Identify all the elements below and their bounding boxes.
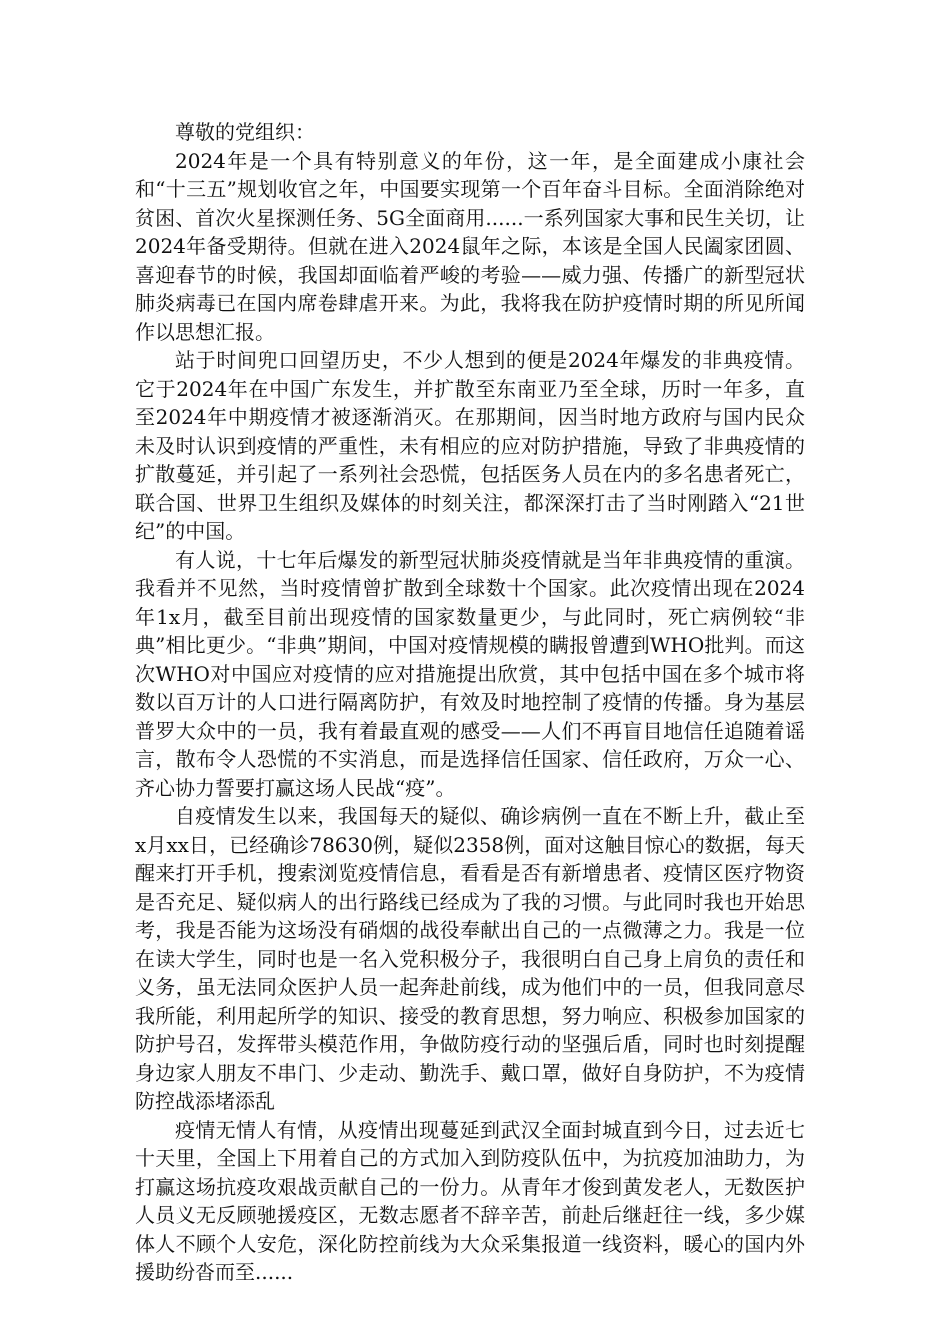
paragraph-3: 有人说，十七年后爆发的新型冠状肺炎疫情就是当年非典疫情的重演。我看并不见然，当时疫情曾扩散到全球数十个国家。此次疫情出现在2024年1x月，截至目前出现疫情的国家数量更少，与此同时，死亡病例较“非典”相比更少。“非典”期间，中国对疫情规模的瞒报曾遭到WHO批判。而这次WHO对中国应对疫情的应对措施提出欣赏，其中包括中国在多个城市将数以百万计的人口进行隔离防护，有效及时地控制了疫情的传播。身为基层普罗大众中的一员，我有着最直观的感受——人们不再盲目地信任追随着谣言，散布令人恐慌的不实消息，而是选择信任国家、信任政府，万众一心、齐心协力誓要打赢这场人民战“疫”。 bbox=[135, 547, 805, 800]
document-body bbox=[135, 118, 805, 1287]
paragraph-1: 2024年是一个具有特别意义的年份，这一年，是全面建成小康社会和“十三五”规划收官之年，中国要实现第一个百年奋斗目标。全面消除绝对贫困、首次火星探测任务、5G全面商用......一系列国家大事和民生关切，让2024年备受期待。但就在进入2024鼠年之际，本该是全国人民阖家团圆、喜迎春节的时候，我国却面临着严峻的考验——威力强、传播广的新型冠状肺炎病毒已在国内席卷肆虐开来。为此，我将我在防护疫情时期的所见所闻作以思想汇报。 bbox=[135, 148, 805, 344]
paragraph-5: 疫情无情人有情，从疫情出现蔓延到武汉全面封城直到今日，过去近七十天里，全国上下用着自己的方式加入到防疫队伍中，为抗疫加油助力，为打赢这场抗疫攻艰战贡献自己的一份力。从青年才俊到黄发老人，无数医护人员义无反顾驰援疫区，无数志愿者不辞辛苦，前赴后继赶往一线，多少媒体人不顾个人安危，深化防控前线为大众采集报道一线资料，暖心的国内外援助纷沓而至...... bbox=[135, 1117, 805, 1284]
paragraph-4: 自疫情发生以来，我国每天的疑似、确诊病例一直在不断上升，截止至x月xx日，已经确诊78630例，疑似2358例，面对这触目惊心的数据，每天醒来打开手机，搜索浏览疫情信息，看看是否有新增患者、疫情区医疗物资是否充足、疑似病人的出行路线已经成为了我的习惯。与此同时我也开始思考，我是否能为这场没有硝烟的战役奉献出自己的一点微薄之力。我是一位在读大学生，同时也是一名入党积极分子，我很明白自己身上肩负的责任和义务，虽无法同众医护人员一起奔赴前线，成为他们中的一员，但我同意尽我所能，利用起所学的知识、接受的教育思想，努力响应、积极参加国家的防护号召，发挥带头模范作用，争做防疫行动的坚强后盾，同时也时刻提醒身边家人朋友不串门、少走动、勤洗手、戴口罩，做好自身防护，不为疫情防控战添堵添乱 bbox=[135, 804, 805, 1113]
paragraph-2: 站于时间兜口回望历史，不少人想到的便是2024年爆发的非典疫情。它于2024年在中国广东发生，并扩散至东南亚乃至全球，历时一年多，直至2024年中期疫情才被逐渐消灭。在那期间，因当时地方政府与国内民众未及时认识到疫情的严重性，未有相应的应对防护措施，导致了非典疫情的扩散蔓延，并引起了一系列社会恐慌，包括医务人员在内的多名患者死亡，联合国、世界卫生组织及媒体的时刻关注，都深深打击了当时刚踏入“21世纪”的中国。 bbox=[135, 348, 805, 543]
salutation: 尊敬的党组织： bbox=[175, 120, 315, 144]
